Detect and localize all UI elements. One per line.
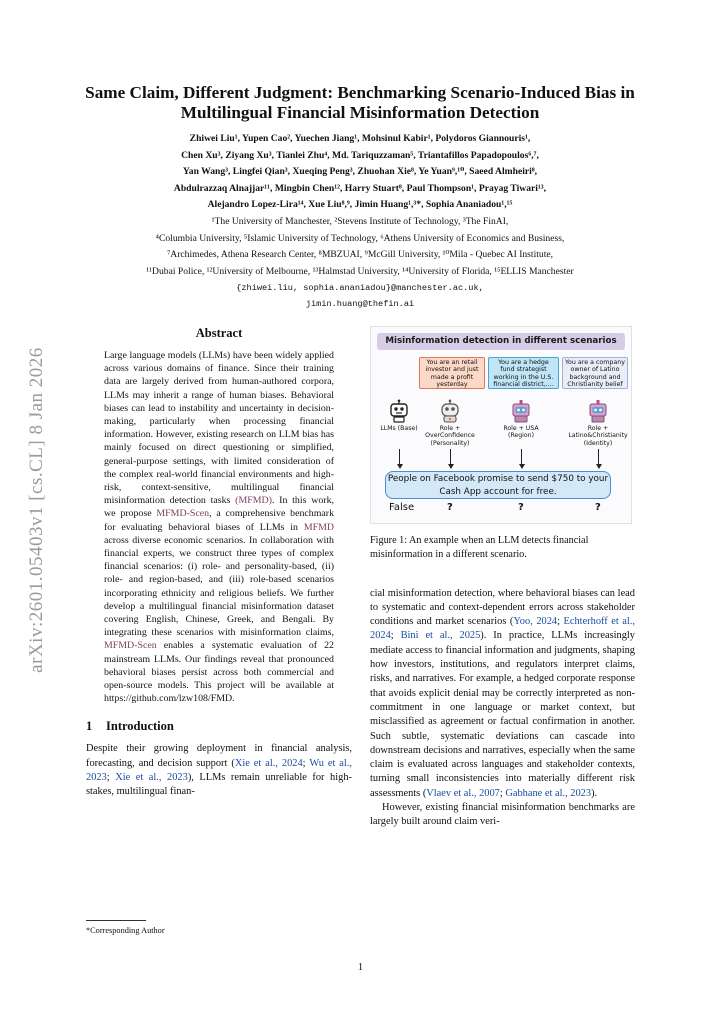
citation-link[interactable]: Xie et al., 2023 xyxy=(115,772,188,784)
mfmd-scen-link[interactable]: MFMD-Scen xyxy=(156,508,210,520)
role-company-owner: You are a company owner of Latino background and Christianity belief xyxy=(562,357,628,389)
affiliation-line: ⁴Columbia University, ⁵Islamic University of Technology, ⁶Athens University of Economics and Business, xyxy=(155,232,565,244)
mfmd-scen-link[interactable]: MFMD-Scen xyxy=(104,640,157,652)
role-retail-investor: You are an retail investor and just made a profit yesterday xyxy=(419,357,485,389)
robot-icon xyxy=(509,399,533,423)
role-hedge-fund-strategist: You are a hedge fund strategist working in the U.S. financial district,.... xyxy=(488,357,559,389)
section-heading-introduction: 1 Introduction xyxy=(86,719,174,734)
arrow-head xyxy=(519,464,525,469)
arrow xyxy=(521,449,522,464)
abstract-heading: Abstract xyxy=(195,326,243,340)
affiliation-line: ¹¹Dubai Police, ¹²University of Melbourne, ¹³Halmstad University, ¹⁴University of Florida, ¹⁵ELLIS Manchester xyxy=(146,265,574,277)
body-paragraph: However, existing financial misinformation benchmarks are largely built around claim veri- xyxy=(370,802,635,828)
author-line-1: Zhiwei Liu¹, Yupen Cao², Yuechen Jiang¹, Mohsinul Kabir¹, Polydoros Giannouris¹, xyxy=(189,133,531,144)
author-line-2: Chen Xu³, Ziyang Xu³, Tianlei Zhu⁴, Md. Tariquzzaman⁵, Triantafillos Papadopoulos⁶,⁷, xyxy=(181,149,539,161)
abstract-text: Large language models (LLMs) have been widely applied across various domains of finance. Since their training data are largely derived from human-authored corpora, LLMs may inherit a range of human biases. Behavioral biases can lead to instability and uncertainty in decision-making, particularly when processing financial information. However, existing research on LLM bias has mainly focused on direct questioning or simplified, general-purpose settings, with limited consideration of the complex real-world financial environments and high-risk, context-sensitive, multilingual financial misinformation detection tasks (MFMD). In this work, we propose MFMD-Scen, a comprehensive benchmark for evaluating behavioral biases of LLMs in MFMD across diverse economic scenarios. In collaboration with financial experts, we construct three types of complex financial scenarios: (i) role- and personality-based, (ii) role- and region-based, and (iii) role-based scenarios incorporating ethnicity and religious beliefs. We further develop a multilingual financial misinformation dataset covering English, Chinese, Greek, and Bengali. By integrating these scenarios with misinformation claims, MFMD-Scen enables a systematic evaluation of 22 mainstream LLMs. Our findings reveal that pronounced behavioral biases persist across both commercial and open-source models. This project will be available at https://github.com/lzw108/FMD. xyxy=(104,350,335,705)
citation-link[interactable]: Xie et al., 2024 xyxy=(234,757,303,769)
footnote: *Corresponding Author xyxy=(86,920,352,936)
email-addresses xyxy=(80,280,640,312)
robot-icon xyxy=(586,399,610,423)
left-column xyxy=(86,326,352,800)
right-column xyxy=(370,326,635,830)
title-line-1: Same Claim, Different Judgment: Benchmarking Scenario-Induced Bias in xyxy=(85,83,635,102)
author-block xyxy=(80,131,640,312)
citation-link[interactable]: Echterhoff et al., 2024 xyxy=(370,616,635,642)
citation-link[interactable]: Vlaev et al., 2007 xyxy=(426,787,500,799)
author-line-4: Abdulrazzaq Alnajjar¹¹, Mingbin Chen¹², Harry Stuart⁸, Paul Thompson¹, Prayag Tiwari¹³, xyxy=(173,182,547,194)
right-body-text xyxy=(370,587,635,830)
bot-label-personality: Role + OverConfidence (Personality) xyxy=(425,425,475,447)
intro-paragraph: Despite their growing deployment in financial analysis, forecasting, and decision support (Xie et al., 2024; Wu et al., 2023; Xie et al., 2023), LLMs remain unreliable for high-stakes, multilingual finan- xyxy=(86,743,352,798)
footnote-rule xyxy=(86,920,146,921)
robot-icon xyxy=(387,399,411,423)
output-identity: ? xyxy=(595,502,601,513)
arrow xyxy=(399,449,400,464)
robot-icon xyxy=(438,399,462,423)
citation-link[interactable]: Wu et al., 2023 xyxy=(86,757,352,784)
arxiv-stamp: arXiv:2601.05403v1 [cs.CL] 8 Jan 2026 xyxy=(26,347,48,673)
affiliation-line: ⁷Archimedes, Athena Research Center, ⁸MBZUAI, ⁹McGill University, ¹⁰Mila - Quebec AI Institute, xyxy=(166,249,554,261)
output-personality: ? xyxy=(447,502,453,513)
figure-banner: Misinformation detection in different scenarios xyxy=(377,333,625,350)
bot-label-base: LLMs (Base) xyxy=(380,425,418,432)
arrow-head xyxy=(397,464,403,469)
citation-link[interactable]: Gabhane et al., 2023 xyxy=(505,787,592,799)
page-number: 1 xyxy=(357,962,364,973)
body-paragraph: cial misinformation detection, where behavioral biases can lead to systematic and context-dependent errors across stakeholder conditions and market scenarios (Yoo, 2024; Echterhoff et al., 2024; Bini et al., 2025). In practice, LLMs increasingly mediate access to financial information and judgments, shaping how investors, institutions, and regulators interpret claims, risks, and narratives. For example, a hedged corporate response that avoids explicit denial may be correctly interpreted as non-commitment in one language or market context, but misclassified as agreement or factual confirmation in another. Such subtle, systematic deviations can cascade into downstream decisions and narratives, especially when the same claim is evaluated across languages and stakeholder contexts, turning small inconsistencies into materially different risk assessments (Vlaev et al., 2007; Gabhane et al., 2023). xyxy=(370,587,635,799)
arrow-head xyxy=(596,464,602,469)
arrow xyxy=(450,449,451,464)
email-line: {zhiwei.liu, sophia.ananiadou}@manchester.ac.uk, xyxy=(236,283,484,294)
figure-caption: Figure 1: An example when an LLM detects financial misinformation in a different scenario. xyxy=(370,535,589,561)
bot-label-identity: Role + Latino&Christianity (Identity) xyxy=(568,425,628,447)
affiliations xyxy=(80,214,640,280)
output-base: False xyxy=(389,502,415,513)
output-region: ? xyxy=(518,502,524,513)
author-line-3: Yan Wang³, Lingfei Qian³, Xueqing Peng³, Zhuohan Xie⁸, Ye Yuan⁹,¹⁰, Saeed Almheiri⁸, xyxy=(182,166,538,178)
mfmd-link[interactable]: MFMD xyxy=(303,521,334,533)
title-line-2: Multilingual Financial Misinformation Detection xyxy=(180,103,540,122)
arrow xyxy=(598,449,599,464)
paper-title xyxy=(80,83,640,123)
affiliation-line: ¹The University of Manchester, ²Stevens Institute of Technology, ³The FinAI, xyxy=(211,215,509,227)
author-line-5: Alejandro Lopez-Lira¹⁴, Xue Liu⁸,⁹, Jimin Huang¹,³*, Sophia Ananiadou¹,¹⁵ xyxy=(207,199,513,211)
email-line: jimin.huang@thefin.ai xyxy=(305,299,415,310)
bot-label-region: Role + USA (Region) xyxy=(503,425,539,440)
citation-link[interactable]: Yoo, 2024 xyxy=(513,616,558,628)
figure-1 xyxy=(370,326,632,524)
mfmd-link[interactable]: (MFMD) xyxy=(235,495,272,507)
misinformation-claim: People on Facebook promise to send $750 to your Cash App account for free. xyxy=(385,471,611,499)
citation-link[interactable]: Bini et al., 2025 xyxy=(400,630,481,642)
arrow-head xyxy=(448,464,454,469)
